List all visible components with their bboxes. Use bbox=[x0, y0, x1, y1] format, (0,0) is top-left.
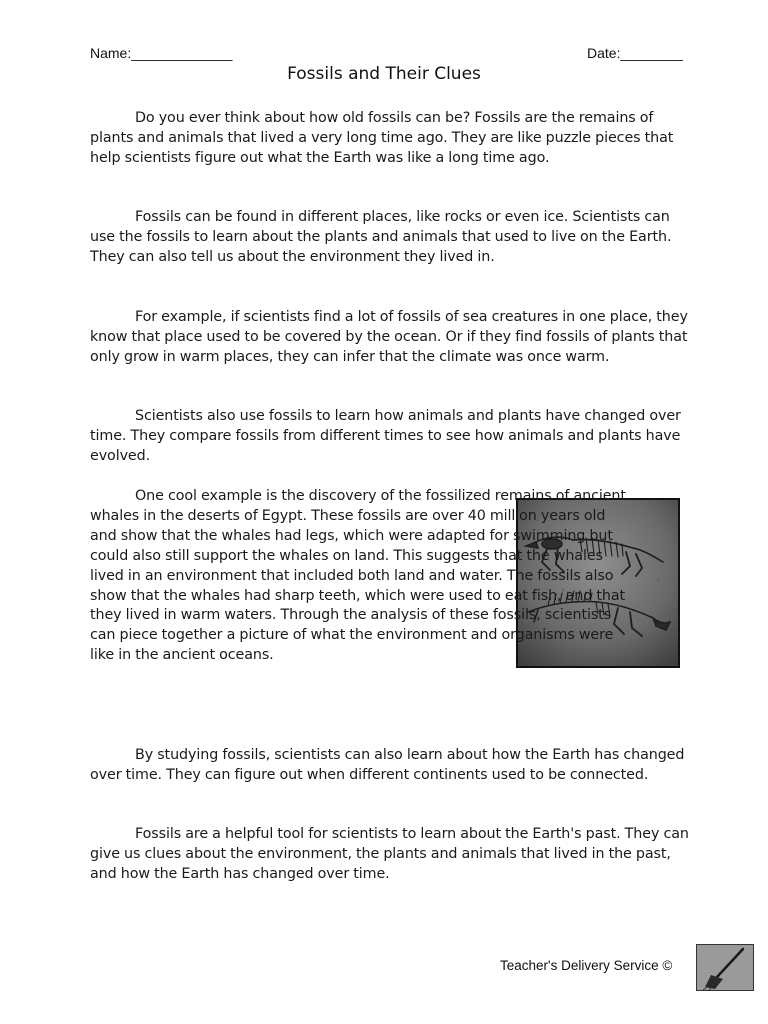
paragraph-example-sea: For example, if scientists find a lot of fossils of sea creatures in one place, they know that place used to be covered by the ocean. Or if they find fossils of plants that only grow in warm places, they can infer that the climate was once warm. bbox=[90, 309, 688, 365]
paragraph-intro: Do you ever think about how old fossils can be? Fossils are the remains of plants and animals that lived a very long time ago. They are like puzzle pieces that help scientists figure out what the Earth was like a long time ago. bbox=[90, 110, 674, 166]
footer-credit: Teacher's Delivery Service © bbox=[500, 958, 673, 973]
page-title: Fossils and Their Clues bbox=[287, 64, 481, 84]
paragraph-earth-changes: By studying fossils, scientists can also learn about how the Earth has changed over time. They can figure out when different continents used to be connected. bbox=[90, 747, 685, 783]
paragraph-whale-example: One cool example is the discovery of the fossilized remains of ancient whales in the deserts of Egypt. These fossils are over 40 million years old and show that the whales had legs, which were adapted for swimming but could also still support the whales on land. This suggests that the whales lived in an environment that included both land and water. The fossils also show that the whales had sharp teeth, which were used to eat fish, and that they lived in warm waters. Through the analysis of these fossils, scientists can piece together a picture of what the environment and organisms were like in the ancient oceans. bbox=[90, 488, 626, 664]
paragraph-conclusion: Fossils are a helpful tool for scientists to learn about the Earth's past. They can give us clues about the environment, the plants and animals that lived in the past, and how the Earth has changed over time. bbox=[90, 826, 689, 882]
name-field-label: Name:_____________ bbox=[90, 45, 233, 61]
broom-logo-icon bbox=[696, 944, 754, 991]
paragraph-where-found: Fossils can be found in different places, like rocks or even ice. Scientists can use the fossils to learn about the plants and animals that used to live on the Earth. They can also tell us about the environment they lived in. bbox=[90, 209, 672, 265]
date-field-label: Date:________ bbox=[587, 45, 683, 61]
paragraph-evolution: Scientists also use fossils to learn how animals and plants have changed over time. They compare fossils from different times to see how animals and plants have evolved. bbox=[90, 408, 681, 464]
